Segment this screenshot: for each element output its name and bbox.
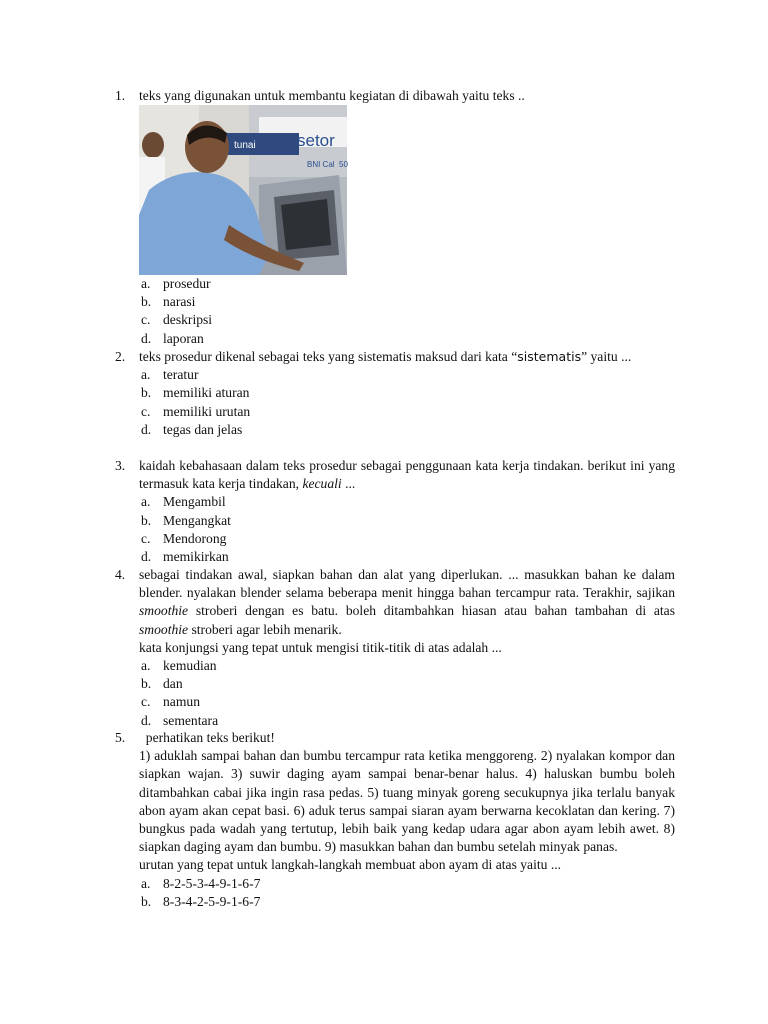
question-number: 1. [115, 88, 126, 103]
sign-bni: BNI Cal [307, 160, 335, 169]
option-d[interactable]: d. sementara [141, 712, 219, 728]
question-2 [117, 348, 675, 439]
question-1 [117, 87, 675, 105]
question-1-options [117, 275, 675, 348]
sign-setor: setor [297, 131, 335, 150]
question-number: 3. [115, 458, 126, 473]
option-a[interactable]: a. prosedur [141, 276, 211, 291]
question-text: teks prosedur dikenal sebagai teks yang sistematis maksud dari kata “sistematis” yaitu ... [139, 349, 632, 364]
question-3 [117, 457, 675, 566]
question-5 [117, 729, 675, 911]
question-passage: 1) aduklah sampai bahan dan bumbu tercampur rata ketika menggoreng. 2) nyalakan kompor dan siapkan wajan. 3) suwir daging ayam sampai benar-benar halus. 4) haluskan bumbu boleh ditambahkan cabai jika ingin rasa pedas. 5) tuang minyak goreng secukupnya jika terlalu banyak abon ayam akan cepat basi. 6) aduk terus sampai siaran ayam berwarna kecoklatan dan kering. 7) bungkus pada wadah yang tertutup, lebih baik yang kedap udara agar abon ayam lebih awet. 8) siapkan daging ayam dan bumbu. 9) masukkan bahan dan bumbu setelah minyak panas. [139, 748, 675, 855]
option-d[interactable]: d. tegas dan jelas [141, 421, 243, 437]
option-a[interactable]: a. kemudian [141, 658, 217, 674]
question-text: urutan yang tepat untuk langkah-langkah membuat abon ayam di atas yaitu ... [139, 857, 562, 873]
option-a[interactable]: a. teratur [141, 367, 199, 383]
question-passage: sebagai tindakan awal, siapkan bahan dan alat yang diperlukan. ... masukkan bahan ke dalam blender. nyalakan blender selama beberapa menit hingga bahan tercampur rata. Terakhir, sajikan smoothie stroberi dengan es batu. boleh ditambahkan hiasan atau bahan tambahan di atas smoothie stroberi agar lebih menarik. [139, 567, 675, 637]
question-number: 4. [115, 567, 126, 582]
option-c[interactable]: c. memiliki urutan [141, 403, 251, 419]
question-text: teks yang digunakan untuk membantu kegiatan di dibawah yaitu teks .. [139, 88, 525, 103]
option-d[interactable]: d. memikirkan [141, 548, 229, 564]
option-c[interactable]: c. namun [141, 694, 200, 710]
option-b[interactable]: b. Mengangkat [141, 512, 231, 528]
option-b[interactable]: b. 8-3-4-2-5-9-1-6-7 [141, 893, 261, 909]
sign-tunai: tunai [234, 140, 256, 151]
question-text: kata konjungsi yang tepat untuk mengisi titik-titik di atas adalah ... [139, 639, 502, 655]
svg-text:50: 50 [339, 160, 348, 169]
option-a[interactable]: a. 8-2-5-3-4-9-1-6-7 [141, 875, 261, 891]
question-text: kaidah kebahasaan dalam teks prosedur sebagai penggunaan kata kerja tindakan. berikut ini yang termasuk kata kerja tindakan, kecuali ... [139, 458, 675, 492]
option-d[interactable]: d. laporan [141, 330, 204, 346]
atm-photo [139, 105, 347, 275]
question-intro: perhatikan teks berikut! [139, 730, 275, 745]
option-b[interactable]: b. narasi [141, 294, 196, 310]
option-c[interactable]: c. Mendorong [141, 530, 227, 546]
option-a[interactable]: a. Mengambil [141, 494, 226, 510]
atm-user-image [139, 105, 347, 275]
option-b[interactable]: b. dan [141, 676, 183, 692]
question-number: 2. [115, 349, 126, 364]
option-c[interactable]: c. deskripsi [141, 312, 213, 328]
question-4 [117, 566, 675, 730]
question-number: 5. [115, 730, 126, 745]
option-b[interactable]: b. memiliki aturan [141, 385, 250, 401]
